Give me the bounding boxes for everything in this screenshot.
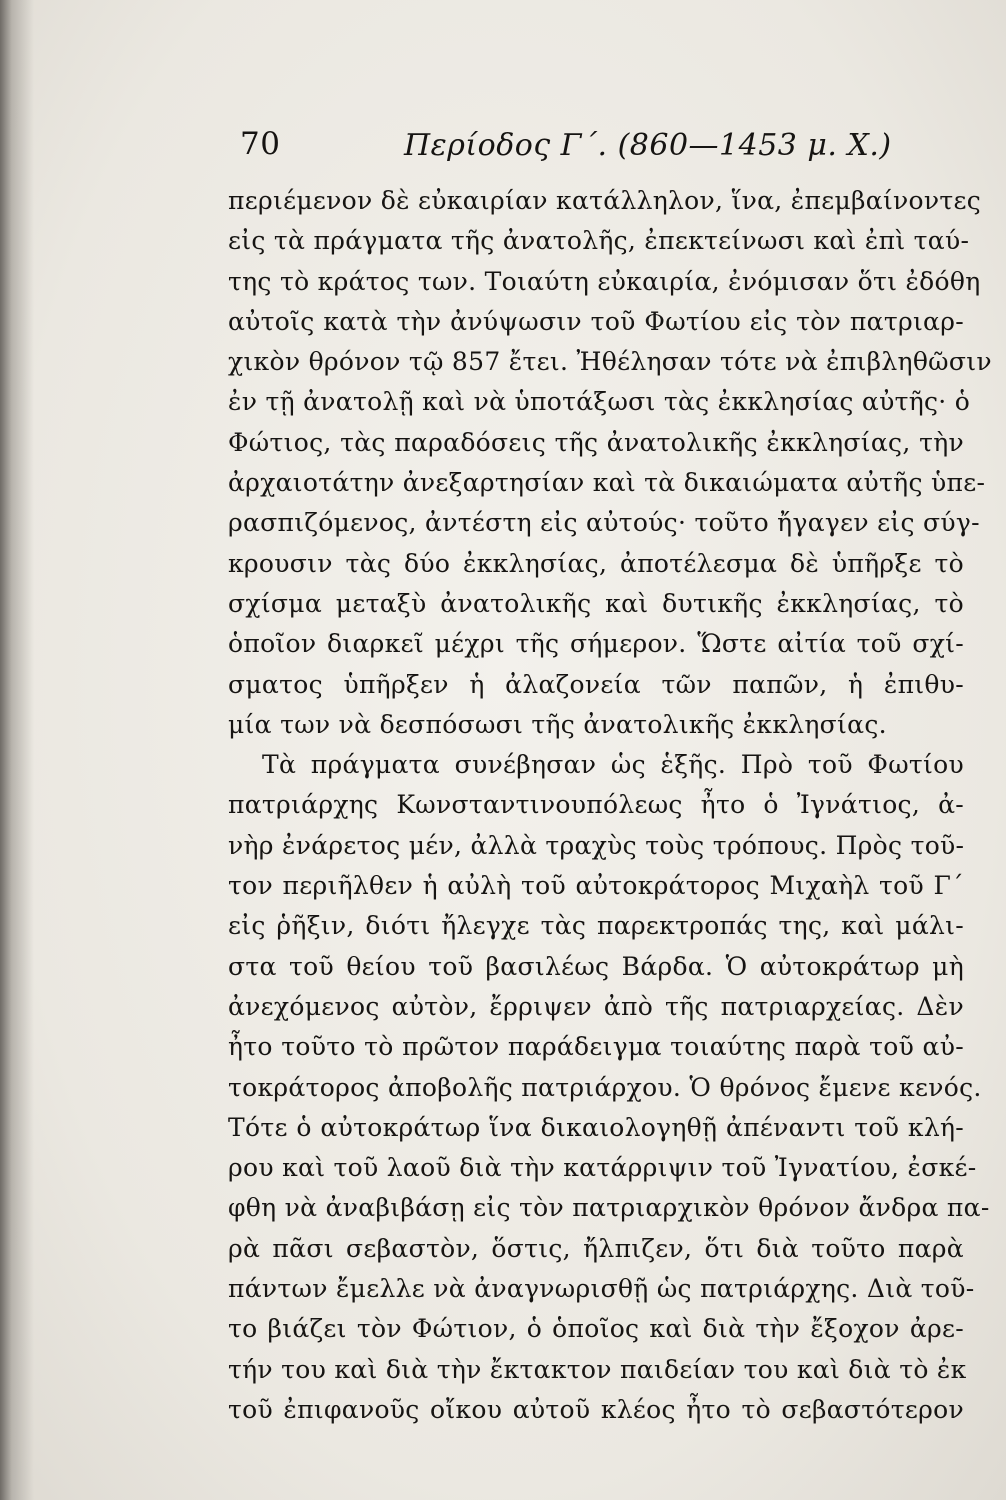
text-line: φθη νὰ ἀναβιβάσῃ εἰς τὸν πατριαρχικὸν θρόνον ἄνδρα πα- xyxy=(228,1193,990,1223)
text-line: μία των νὰ δεσπόσωσι τῆς ἀνατολικῆς ἐκκλησίας. xyxy=(228,709,887,739)
text-line: ὁποῖον διαρκεῖ μέχρι τῆς σήμερον. Ὥστε αἰτία τοῦ σχί- xyxy=(228,629,964,659)
text-line: τήν του καὶ διὰ τὴν ἔκτακτον παιδείαν του καὶ διὰ τὸ ἐκ xyxy=(228,1354,967,1384)
text-line: Τὰ πράγματα συνέβησαν ὡς ἑξῆς. Πρὸ τοῦ Φωτίου xyxy=(262,750,964,780)
text-line: ρὰ πᾶσι σεβαστὸν, ὅστις, ἤλπιζεν, ὅτι διὰ τοῦτο παρὰ xyxy=(228,1233,964,1263)
running-head: Περίοδος Γ΄. (860—1453 μ. Χ.) xyxy=(404,128,892,163)
page-number: 70 xyxy=(240,126,281,162)
body-text xyxy=(228,181,992,1430)
text-line: πάντων ἔμελλε νὰ ἀναγνωρισθῇ ὡς πατριάρχης. Διὰ τοῦ- xyxy=(228,1274,975,1304)
text-line: αὐτοῖς κατὰ τὴν ἀνύψωσιν τοῦ Φωτίου εἰς τὸν πατριαρ- xyxy=(228,306,964,336)
text-line: σχίσμα μεταξὺ ἀνατολικῆς καὶ δυτικῆς ἐκκλησίας, τὸ xyxy=(228,588,964,618)
text-line: τοῦ ἐπιφανοῦς οἴκου αὐτοῦ κλέος ἦτο τὸ σεβαστότερον xyxy=(228,1394,964,1424)
text-line: εἰς τὰ πράγματα τῆς ἀνατολῆς, ἐπεκτείνωσι καὶ ἐπὶ ταύ- xyxy=(228,226,970,256)
text-line: κρουσιν τὰς δύο ἐκκλησίας, ἀποτέλεσμα δὲ ὑπῆρξε τὸ xyxy=(228,548,964,578)
text-line: περιέμενον δὲ εὐκαιρίαν κατάλληλον, ἵνα, ἐπεμβαίνοντες xyxy=(228,186,982,215)
text-line: πατριάρχης Κωνσταντινουπόλεως ἦτο ὁ Ἰγνάτιος, ἀ- xyxy=(228,790,964,820)
text-line: Τότε ὁ αὐτοκράτωρ ἵνα δικαιολογηθῇ ἀπέναντι τοῦ κλή- xyxy=(228,1112,964,1142)
text-line: ἦτο τοῦτο τὸ πρῶτον παράδειγμα τοιαύτης παρὰ τοῦ αὐ- xyxy=(228,1032,964,1062)
text-line: ἀρχαιοτάτην ἀνεξαρτησίαν καὶ τὰ δικαιώματα αὐτῆς ὑπε- xyxy=(228,468,986,498)
text-line: Φώτιος, τὰς παραδόσεις τῆς ἀνατολικῆς ἐκκλησίας, τὴν xyxy=(228,427,964,457)
text-line: ἐν τῇ ἀνατολῇ καὶ νὰ ὑποτάξωσι τὰς ἐκκλησίας αὐτῆς· ὁ xyxy=(228,387,971,417)
text-line: χικὸν θρόνον τῷ 857 ἔτει. Ἠθέλησαν τότε νὰ ἐπιβληθῶσιν xyxy=(228,347,992,377)
text-line: στα τοῦ θείου τοῦ βασιλέως Βάρδα. Ὁ αὐτοκράτωρ μὴ xyxy=(228,951,964,981)
binding-shadow xyxy=(0,0,34,1500)
text-line: νὴρ ἐνάρετος μέν, ἀλλὰ τραχὺς τοὺς τρόπους. Πρὸς τοῦ- xyxy=(228,830,965,860)
text-line: τον περιῆλθεν ἡ αὐλὴ τοῦ αὐτοκράτορος Μιχαὴλ τοῦ Γ΄ xyxy=(228,871,964,901)
text-line: της τὸ κράτος των. Τοιαύτη εὐκαιρία, ἐνόμισαν ὅτι ἐδόθη xyxy=(228,266,981,296)
text-line: το βιάζει τὸν Φώτιον, ὁ ὁποῖος καὶ διὰ τὴν ἔξοχον ἀρε- xyxy=(228,1314,964,1344)
text-line: τοκράτορος ἀποβολῆς πατριάρχου. Ὁ θρόνος ἔμενε κενός. xyxy=(228,1072,982,1102)
page-header xyxy=(232,122,962,172)
text-line: σματος ὑπῆρξεν ἡ ἀλαζονεία τῶν παπῶν, ἡ ἐπιθυ- xyxy=(228,669,964,699)
text-line: ρου καὶ τοῦ λαοῦ διὰ τὴν κατάρριψιν τοῦ Ἰγνατίου, ἐσκέ- xyxy=(228,1153,977,1183)
text-line: εἰς ῥῆξιν, διότι ἤλεγχε τὰς παρεκτροπάς της, καὶ μάλι- xyxy=(228,911,964,941)
text-line: ἀνεχόμενος αὐτὸν, ἔρριψεν ἀπὸ τῆς πατριαρχείας. Δὲν xyxy=(228,991,964,1021)
text-line: ρασπιζόμενος, ἀντέστη εἰς αὐτούς· τοῦτο ἤγαγεν εἰς σύγ- xyxy=(228,508,980,538)
